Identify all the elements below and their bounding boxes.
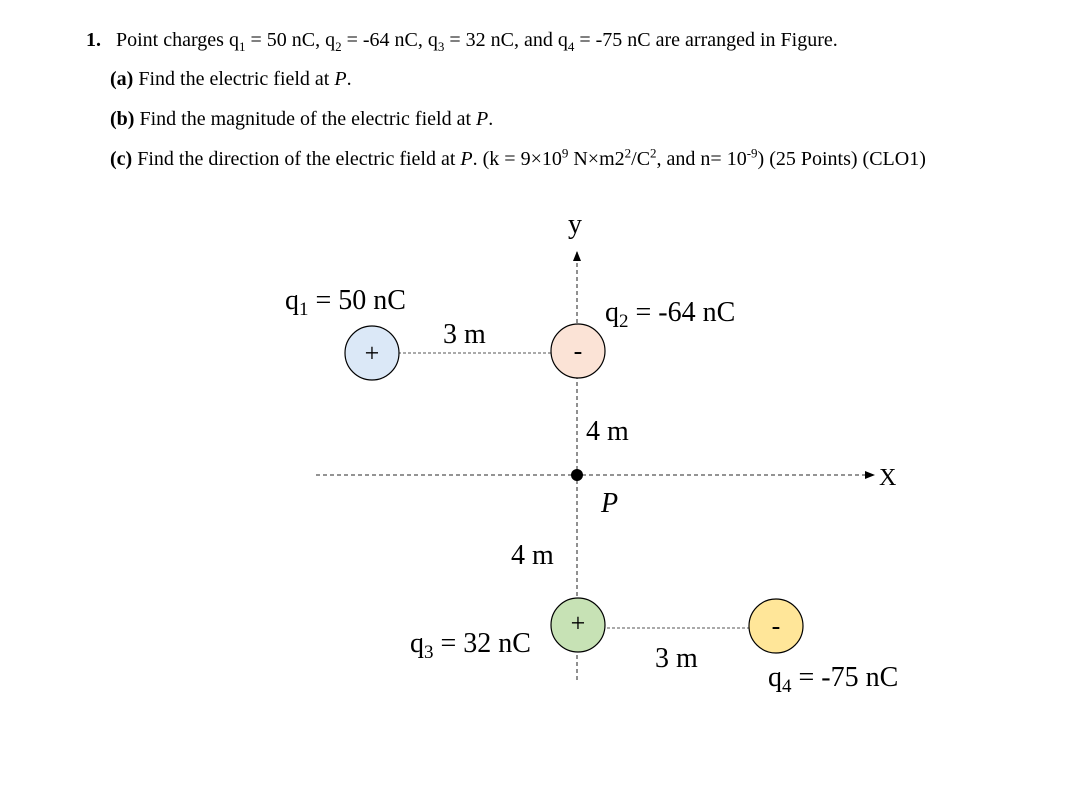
- part-b: (b) Find the magnitude of the electric field at P.: [110, 108, 494, 130]
- part-b-var: P: [476, 108, 489, 130]
- part-c-var: P: [460, 148, 473, 170]
- part-a-var: P: [334, 68, 347, 90]
- charge-q4-label: $q_4 = -75$ nC: [768, 662, 899, 697]
- part-b-label: (b): [110, 108, 135, 130]
- charge-q4-sign: -: [771, 611, 781, 641]
- part-a: (a) Find the electric field at P.: [110, 68, 352, 90]
- charge-q3-sign: +: [570, 608, 586, 638]
- part-c-label: (c): [110, 148, 133, 170]
- part-c-text: Find the direction of the electric field at: [132, 148, 461, 170]
- charge-q1-label: $q_1 = 50$ nC: [285, 285, 406, 320]
- dimension-q3-q4: 3 m: [655, 643, 698, 674]
- charge-q2-label: $q_2 = -64$ nC: [605, 297, 736, 332]
- dimension-q2-p: 4 m: [586, 416, 629, 447]
- part-c: (c) Find the direction of the electric field at P. ($k = 9\times 10^9$ $N\times m2^2/C^2$, and $n= 10^{-9}$) (25 Points) (CLO1): [110, 145, 926, 170]
- part-a-label: (a): [110, 68, 134, 90]
- part-a-text: Find the electric field at: [133, 68, 335, 90]
- dimension-p-q3: 4 m: [511, 540, 554, 571]
- point-p-marker: [571, 469, 583, 481]
- charge-q2-sign: -: [573, 336, 583, 366]
- point-p-label: P: [601, 488, 619, 519]
- question-number: 1.: [86, 29, 101, 51]
- dimension-q1-q2: 3 m: [443, 319, 486, 350]
- x-axis-label: X: [879, 465, 897, 491]
- charge-q1-sign: +: [364, 338, 380, 368]
- y-axis-label: y: [568, 209, 582, 240]
- question-text: Point charges $q_1 = 50$ nC, $q_2 = -64$ nC, $q_3 = 32$ nC, and $q_4 = -75$ nC are arranged in Figure.: [116, 29, 838, 54]
- charge-q3-label: $q_3 = 32$ nC: [410, 628, 531, 663]
- part-b-text: Find the magnitude of the electric field at: [134, 108, 477, 130]
